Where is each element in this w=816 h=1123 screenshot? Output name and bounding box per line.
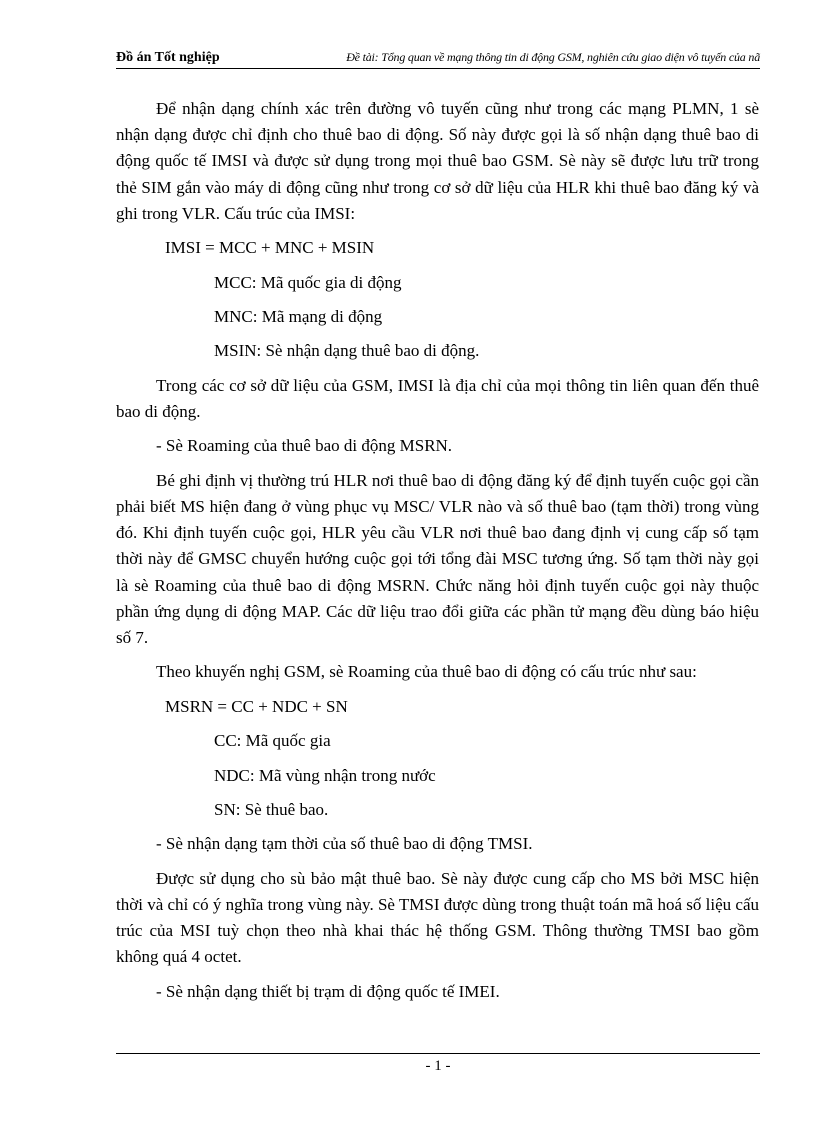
paragraph-formula: IMSI = MCC + MNC + MSIN [165,238,375,258]
paragraph-plain: - Sè nhận dạng thiết bị trạm di động quốc tế IMEI. [156,981,500,1001]
paragraph-formula: MSRN = CC + NDC + SN [165,696,348,716]
paragraph-sub: MCC: Mã quốc gia di động [214,272,402,292]
header-divider [116,68,760,69]
paragraph-indent: Trong các cơ sở dữ liệu của GSM, IMSI là địa chỉ của mọi thông tin liên quan đến thuê bao di động. [116,375,759,421]
header-topic: Đề tài: Tổng quan về mạng thông tin di động GSM, nghiên cứu giao diện vô tuyến của nã [346,50,760,64]
document-body [116,96,759,1013]
paragraph-sub: CC: Mã quốc gia [214,731,331,751]
paragraph-plain: - Sè nhận dạng tạm thời của số thuê bao di động TMSI. [156,834,533,854]
page-number: - 1 - [425,1058,451,1074]
paragraph-plain: Theo khuyến nghị GSM, sè Roaming của thuê bao di động có cấu trúc như sau: [156,662,697,682]
paragraph-indent: Để nhận dạng chính xác trên đường vô tuyến cũng như trong các mạng PLMN, 1 sè nhận dạng được chỉ định cho thuê bao di động. Số này được gọi là số nhận dạng thuê bao di động quốc tế IMSI và được sử dụng trong mọi thuê bao GSM. Sè này sẽ được lưu trữ trong thẻ SIM gắn vào máy di động cũng như trong cơ sở dữ liệu của HLR khi thuê bao đăng ký và ghi trong VLR. Cấu trúc của IMSI: [116,99,759,223]
paragraph-plain: - Sè Roaming của thuê bao di động MSRN. [156,436,453,456]
paragraph-sub: SN: Sè thuê bao. [214,799,329,819]
paragraph-indent: Được sử dụng cho sù bảo mật thuê bao. Sè này được cung cấp cho MS bởi MSC hiện thời và chỉ có ý nghĩa trong vùng này. Sè TMSI được dùng trong thuật toán mã hoá số liệu cấu trúc của MSI tuỳ chọn theo nhà khai thác hệ thống GSM. Thông thường TMSI bao gồm không quá 4 octet. [116,868,759,967]
page-header [116,50,760,66]
footer-divider [116,1053,760,1054]
paragraph-sub: MSIN: Sè nhận dạng thuê bao di động. [214,341,480,361]
paragraph-sub: NDC: Mã vùng nhận trong nước [214,765,436,785]
paragraph-sub: MNC: Mã mạng di động [214,306,383,326]
paragraph-indent: Bé ghi định vị thường trú HLR nơi thuê bao di động đăng ký để định tuyến cuộc gọi cần phải biết MS hiện đang ở vùng phục vụ MSC/ VLR nào và số thuê bao (tạm thời) trong vùng đó. Khi định tuyến cuộc gọi, HLR yêu cầu VLR nơi thuê bao đang định vị cung cấp số tạm thời này để GMSC chuyển hướng cuộc gọi tới tổng đài MSC tương ứng. Số tạm thời này gọi là sè Roaming của thuê bao di động MSRN. Chức năng hỏi định tuyến cuộc gọi này thuộc phần ứng dụng di động MAP. Các dữ liệu trao đổi giữa các phần tử mạng đều dùng báo hiệu số 7. [116,470,759,647]
header-left-title: Đồ án Tốt nghiệp [116,50,220,65]
